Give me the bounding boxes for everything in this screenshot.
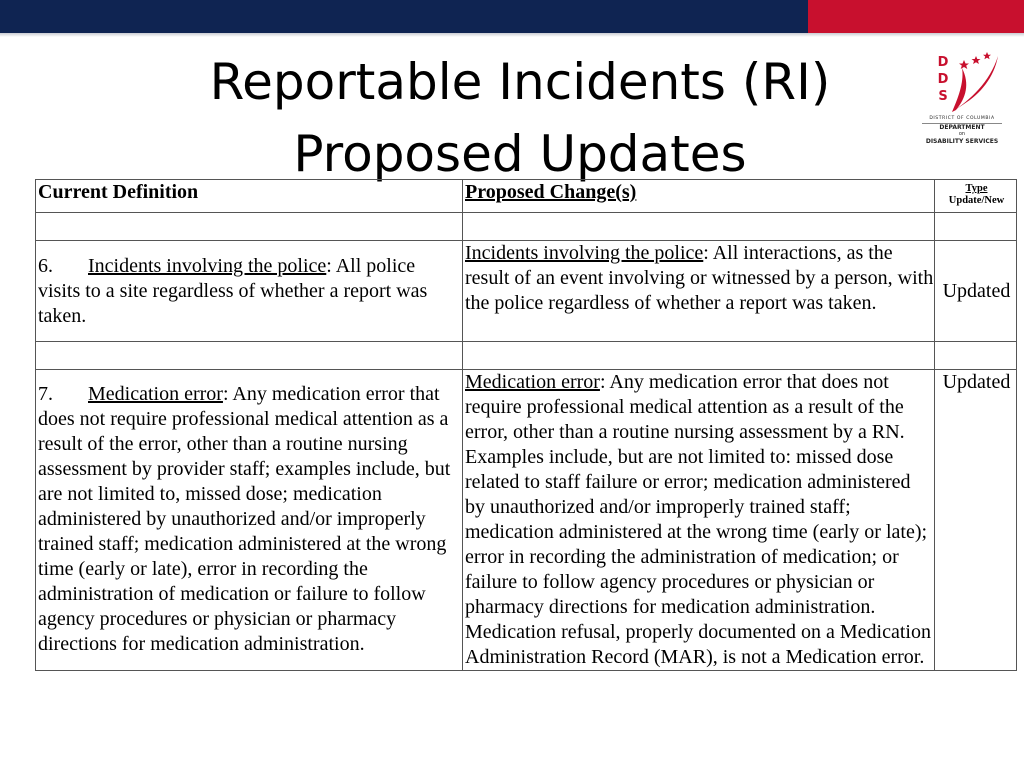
logo-letter: D (937, 55, 949, 70)
table-row (36, 370, 1017, 671)
row6-proposed-change: Incidents involving the police: All interactions, as the result of an event involving or witnessed by a person, with the police regardless of whether a report was taken. (463, 241, 935, 342)
slide-title (120, 46, 920, 190)
row7-type: Updated (935, 370, 1017, 671)
logo-letter: D (937, 72, 949, 87)
slide-title-line1: Reportable Incidents (RI) (209, 53, 831, 111)
logo-letter: S (938, 89, 948, 104)
table-header-row (36, 180, 1017, 213)
header-type (935, 180, 1017, 213)
header-proposed-changes: Proposed Change(s) (463, 180, 935, 213)
logo-line-district: DISTRICT OF COLUMBIA (929, 116, 995, 121)
logo-line-on: on (958, 131, 966, 137)
row7-current-definition: 7. Medication error: Any medication error that does not require professional medical attention as a result of the error, other than a routine nursing assessment by provider staff; examples include, but are not limited to, missed dose; medication administered by unauthorized and/or improperly trained staff; medication administered at the wrong time (early or late), error in recording the administration of medication or failure to follow agency procedures or physician or pharmacy directions for medication administration. (36, 370, 463, 671)
header-type-line1: Type (965, 183, 988, 194)
table-spacer-row (36, 213, 1017, 241)
row6-type: Updated (935, 241, 1017, 342)
logo-line-disability-services: DISABILITY SERVICES (925, 138, 999, 145)
header-bar-shadow (0, 33, 1024, 37)
logo-swoosh-icon (950, 50, 1002, 114)
slide-title-line2: Proposed Updates (293, 125, 747, 183)
header-bar-red (808, 0, 1024, 33)
ri-table (35, 179, 1017, 671)
dds-logo (912, 48, 1012, 152)
header-bar-navy (0, 0, 808, 33)
header-type-line2: Update/New (948, 195, 1005, 206)
logo-line-department: DEPARTMENT (939, 124, 985, 131)
header-current-definition: Current Definition (36, 180, 463, 213)
table-row (36, 241, 1017, 342)
table-spacer-row (36, 342, 1017, 370)
row7-proposed-change: Medication error: Any medication error that does not require professional medical attention as a result of the error, other than a routine nursing assessment by a RN. Examples include, but are not limited to: missed dose related to staff failure or error; medication administered by unauthorized and/or improperly trained staff; medication administered at the wrong time (early or late); error in recording the administration of medication; or failure to follow agency procedures or physician or pharmacy directions for medication administration. Medication refusal, properly documented on a Medication Administration Record (MAR), is not a Medication error. (463, 370, 935, 671)
row6-current-definition: 6. Incidents involving the police: All police visits to a site regardless of whether a report was taken. (36, 241, 463, 342)
